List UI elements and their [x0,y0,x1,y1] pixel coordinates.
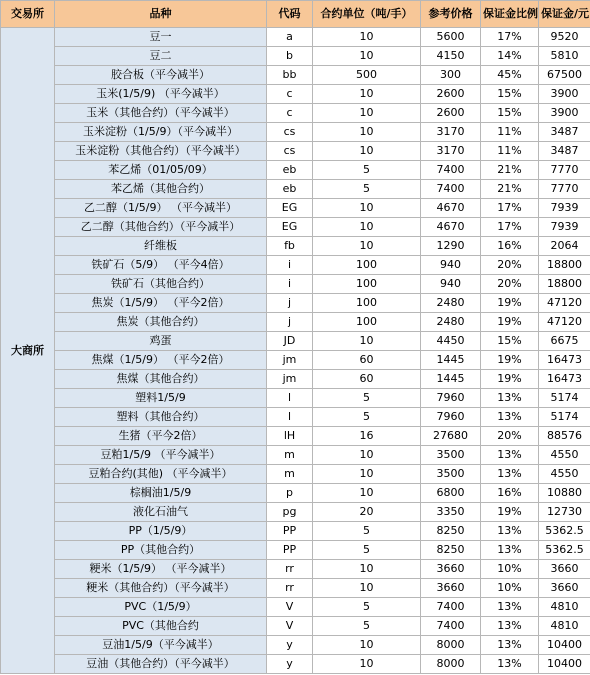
unit-cell: 5 [313,617,421,636]
code-cell: cs [267,142,313,161]
product-cell: 铁矿石（5/9） （平今4倍） [55,256,267,275]
unit-cell: 10 [313,484,421,503]
ratio-cell: 19% [481,370,539,389]
table-row [1,389,590,408]
product-cell: 乙二醇（其他合约）（平今减半） [55,218,267,237]
price-cell: 2600 [421,104,481,123]
code-cell: i [267,275,313,294]
ratio-cell: 13% [481,617,539,636]
code-cell: l [267,389,313,408]
price-cell: 940 [421,275,481,294]
price-cell: 2480 [421,294,481,313]
product-cell: 豆粕合约(其他) （平今减半） [55,465,267,484]
ratio-cell: 13% [481,465,539,484]
price-cell: 1290 [421,237,481,256]
code-cell: EG [267,218,313,237]
header-margin-amount: 保证金/元 [539,1,590,28]
margin-cell: 7770 [539,180,590,199]
ratio-cell: 21% [481,161,539,180]
table-row [1,541,590,560]
header-margin-ratio: 保证金比例 [481,1,539,28]
product-cell: 棕榈油1/5/9 [55,484,267,503]
unit-cell: 10 [313,655,421,674]
margin-cell: 3900 [539,104,590,123]
unit-cell: 10 [313,560,421,579]
table-row [1,522,590,541]
margin-cell: 16473 [539,370,590,389]
table-row [1,275,590,294]
product-cell: 苯乙烯（其他合约） [55,180,267,199]
ratio-cell: 17% [481,28,539,47]
table-row [1,465,590,484]
code-cell: y [267,655,313,674]
code-cell: lH [267,427,313,446]
unit-cell: 10 [313,142,421,161]
ratio-cell: 17% [481,199,539,218]
price-cell: 7960 [421,389,481,408]
code-cell: a [267,28,313,47]
price-cell: 27680 [421,427,481,446]
price-cell: 7960 [421,408,481,427]
ratio-cell: 14% [481,47,539,66]
header-contract-unit: 合约单位（吨/手） [313,1,421,28]
price-cell: 3170 [421,123,481,142]
margin-cell: 5174 [539,389,590,408]
ratio-cell: 19% [481,351,539,370]
table-row [1,427,590,446]
table-row [1,256,590,275]
table-row [1,579,590,598]
ratio-cell: 20% [481,427,539,446]
code-cell: eb [267,180,313,199]
code-cell: fb [267,237,313,256]
price-cell: 1445 [421,370,481,389]
product-cell: 纤维板 [55,237,267,256]
code-cell: PP [267,522,313,541]
price-cell: 8000 [421,655,481,674]
table-row [1,617,590,636]
unit-cell: 5 [313,522,421,541]
ratio-cell: 15% [481,332,539,351]
header-row [1,1,590,28]
margin-cell: 88576 [539,427,590,446]
table-row [1,446,590,465]
unit-cell: 10 [313,446,421,465]
price-cell: 3660 [421,560,481,579]
ratio-cell: 19% [481,313,539,332]
product-cell: 塑料1/5/9 [55,389,267,408]
code-cell: bb [267,66,313,85]
margin-cell: 5810 [539,47,590,66]
price-cell: 3500 [421,465,481,484]
ratio-cell: 13% [481,408,539,427]
unit-cell: 5 [313,389,421,408]
table-row [1,370,590,389]
price-cell: 4670 [421,199,481,218]
margin-cell: 5362.5 [539,541,590,560]
margin-cell: 18800 [539,275,590,294]
table-row [1,123,590,142]
ratio-cell: 13% [481,598,539,617]
table-row [1,218,590,237]
price-cell: 7400 [421,161,481,180]
product-cell: 豆二 [55,47,267,66]
product-cell: 豆油（其他合约）（平今减半） [55,655,267,674]
price-cell: 4670 [421,218,481,237]
price-cell: 7400 [421,180,481,199]
price-cell: 7400 [421,598,481,617]
price-cell: 3350 [421,503,481,522]
table-body [1,28,590,674]
margin-cell: 3660 [539,560,590,579]
code-cell: eb [267,161,313,180]
header-reference-price: 参考价格 [421,1,481,28]
price-cell: 2480 [421,313,481,332]
ratio-cell: 21% [481,180,539,199]
product-cell: 玉米（其他合约）（平今减半） [55,104,267,123]
unit-cell: 5 [313,180,421,199]
code-cell: c [267,85,313,104]
product-cell: 焦煤（1/5/9） （平今2倍） [55,351,267,370]
code-cell: m [267,465,313,484]
product-cell: 生猪（平今2倍） [55,427,267,446]
unit-cell: 60 [313,351,421,370]
ratio-cell: 17% [481,218,539,237]
unit-cell: 16 [313,427,421,446]
margin-cell: 3487 [539,123,590,142]
ratio-cell: 11% [481,123,539,142]
ratio-cell: 10% [481,560,539,579]
table-row [1,332,590,351]
header-product: 品种 [55,1,267,28]
code-cell: cs [267,123,313,142]
header-exchange: 交易所 [1,1,55,28]
product-cell: 豆油1/5/9（平今减半） [55,636,267,655]
price-cell: 2600 [421,85,481,104]
code-cell: jm [267,370,313,389]
ratio-cell: 13% [481,389,539,408]
margin-cell: 4810 [539,617,590,636]
margin-cell: 4550 [539,446,590,465]
price-cell: 3660 [421,579,481,598]
margin-cell: 67500 [539,66,590,85]
table-row [1,142,590,161]
unit-cell: 100 [313,275,421,294]
product-cell: 胶合板（平今减半） [55,66,267,85]
product-cell: 豆一 [55,28,267,47]
ratio-cell: 16% [481,237,539,256]
product-cell: 焦炭（1/5/9） （平今2倍） [55,294,267,313]
ratio-cell: 13% [481,636,539,655]
code-cell: JD [267,332,313,351]
code-cell: PP [267,541,313,560]
ratio-cell: 13% [481,446,539,465]
ratio-cell: 20% [481,275,539,294]
price-cell: 3500 [421,446,481,465]
code-cell: m [267,446,313,465]
margin-cell: 4550 [539,465,590,484]
table-row [1,598,590,617]
margin-cell: 16473 [539,351,590,370]
product-cell: 塑料（其他合约） [55,408,267,427]
unit-cell: 10 [313,47,421,66]
margin-cell: 4810 [539,598,590,617]
code-cell: V [267,617,313,636]
margin-cell: 10400 [539,655,590,674]
unit-cell: 500 [313,66,421,85]
product-cell: 粳米（其他合约）（平今减半） [55,579,267,598]
ratio-cell: 11% [481,142,539,161]
price-cell: 940 [421,256,481,275]
margin-cell: 47120 [539,294,590,313]
ratio-cell: 15% [481,85,539,104]
product-cell: PVC（1/5/9） [55,598,267,617]
table-row [1,237,590,256]
product-cell: PP（其他合约） [55,541,267,560]
table-row [1,313,590,332]
price-cell: 6800 [421,484,481,503]
product-cell: 玉米淀粉（1/5/9）（平今减半） [55,123,267,142]
product-cell: 苯乙烯（01/05/09） [55,161,267,180]
ratio-cell: 20% [481,256,539,275]
ratio-cell: 13% [481,541,539,560]
table-row [1,199,590,218]
code-cell: EG [267,199,313,218]
table-row [1,655,590,674]
ratio-cell: 10% [481,579,539,598]
margin-cell: 3900 [539,85,590,104]
code-cell: c [267,104,313,123]
product-cell: PP（1/5/9） [55,522,267,541]
header-code: 代码 [267,1,313,28]
price-cell: 8250 [421,541,481,560]
product-cell: PVC（其他合约 [55,617,267,636]
table-row [1,560,590,579]
ratio-cell: 13% [481,522,539,541]
unit-cell: 10 [313,218,421,237]
table-row [1,28,590,47]
price-cell: 300 [421,66,481,85]
margin-cell: 3660 [539,579,590,598]
product-cell: 玉米淀粉（其他合约）（平今减半） [55,142,267,161]
unit-cell: 10 [313,199,421,218]
ratio-cell: 19% [481,294,539,313]
margin-cell: 47120 [539,313,590,332]
product-cell: 鸡蛋 [55,332,267,351]
unit-cell: 5 [313,161,421,180]
margin-cell: 5362.5 [539,522,590,541]
price-cell: 8250 [421,522,481,541]
unit-cell: 100 [313,313,421,332]
table-row [1,294,590,313]
unit-cell: 100 [313,294,421,313]
code-cell: j [267,294,313,313]
unit-cell: 10 [313,579,421,598]
code-cell: p [267,484,313,503]
margin-cell: 10880 [539,484,590,503]
unit-cell: 10 [313,104,421,123]
unit-cell: 10 [313,237,421,256]
table-row [1,503,590,522]
margin-cell: 7770 [539,161,590,180]
product-cell: 豆粕1/5/9 （平今减半） [55,446,267,465]
product-cell: 粳米（1/5/9） （平今减半） [55,560,267,579]
unit-cell: 10 [313,85,421,104]
margin-cell: 7939 [539,218,590,237]
code-cell: rr [267,579,313,598]
margin-cell: 6675 [539,332,590,351]
ratio-cell: 19% [481,503,539,522]
margin-cell: 7939 [539,199,590,218]
unit-cell: 5 [313,541,421,560]
ratio-cell: 16% [481,484,539,503]
code-cell: rr [267,560,313,579]
margin-cell: 2064 [539,237,590,256]
exchange-cell: 大商所 [1,28,55,674]
margin-cell: 18800 [539,256,590,275]
unit-cell: 10 [313,636,421,655]
code-cell: V [267,598,313,617]
table-row [1,351,590,370]
table-row [1,104,590,123]
code-cell: jm [267,351,313,370]
product-cell: 焦炭（其他合约） [55,313,267,332]
unit-cell: 20 [313,503,421,522]
unit-cell: 10 [313,123,421,142]
table-row [1,161,590,180]
ratio-cell: 15% [481,104,539,123]
product-cell: 铁矿石（其他合约） [55,275,267,294]
price-cell: 7400 [421,617,481,636]
code-cell: i [267,256,313,275]
unit-cell: 10 [313,28,421,47]
margin-cell: 9520 [539,28,590,47]
unit-cell: 60 [313,370,421,389]
ratio-cell: 13% [481,655,539,674]
table-row [1,85,590,104]
margin-cell: 10400 [539,636,590,655]
code-cell: b [267,47,313,66]
product-cell: 焦煤（其他合约） [55,370,267,389]
price-cell: 3170 [421,142,481,161]
unit-cell: 10 [313,332,421,351]
product-cell: 液化石油气 [55,503,267,522]
code-cell: j [267,313,313,332]
price-cell: 5600 [421,28,481,47]
table-row [1,66,590,85]
table-row [1,180,590,199]
price-cell: 1445 [421,351,481,370]
margin-cell: 3487 [539,142,590,161]
table-row [1,47,590,66]
unit-cell: 10 [313,465,421,484]
ratio-cell: 45% [481,66,539,85]
margin-cell: 12730 [539,503,590,522]
table-row [1,636,590,655]
price-cell: 4450 [421,332,481,351]
unit-cell: 100 [313,256,421,275]
table-row [1,408,590,427]
code-cell: l [267,408,313,427]
unit-cell: 5 [313,408,421,427]
unit-cell: 5 [313,598,421,617]
code-cell: pg [267,503,313,522]
product-cell: 玉米(1/5/9) （平今减半） [55,85,267,104]
product-cell: 乙二醇（1/5/9） （平今减半） [55,199,267,218]
table-row [1,484,590,503]
price-cell: 8000 [421,636,481,655]
price-cell: 4150 [421,47,481,66]
margin-cell: 5174 [539,408,590,427]
code-cell: y [267,636,313,655]
